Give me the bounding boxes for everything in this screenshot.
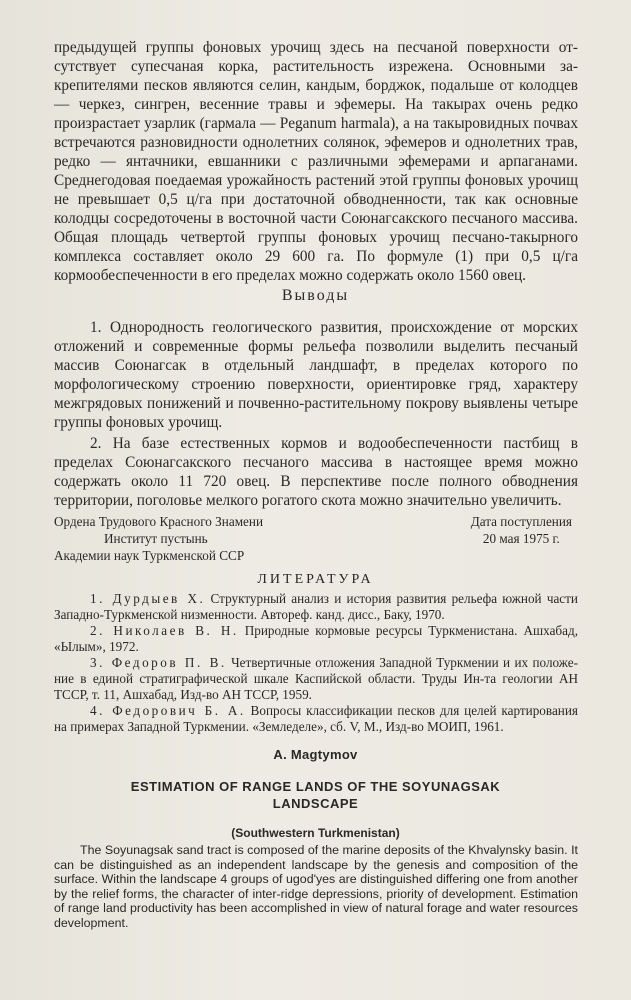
english-title-line: ESTIMATION OF RANGE LANDS OF THE SOYUNAGSAK — [130, 779, 501, 794]
institution-line: Ордена Трудового Красного Знамени — [54, 514, 264, 529]
reference-author: 1. Дурдыев Х. — [90, 591, 206, 606]
references-list — [54, 591, 578, 735]
reference-author: 2. Николаев В. Н. — [90, 623, 239, 638]
references-heading: ЛИТЕРАТУРА — [257, 572, 374, 587]
institution — [54, 513, 263, 564]
reference-text: Четвертичные отложения Западной Туркмении и их положение в единой стратиграфической шкале Каспийской области. Труды Ин-та геологии АН ТССР, т. 11, Ашхабад, Изд-во АН ТССР, 1959. — [54, 655, 578, 702]
reference-item — [54, 703, 578, 735]
reference-item — [54, 591, 578, 623]
english-subtitle: (Southwestern Turkmenistan) — [231, 826, 400, 840]
received-label: Дата поступления — [470, 514, 572, 529]
english-author: A. Magtymov — [273, 747, 358, 762]
reference-author: 3. Федоров П. В. — [90, 655, 227, 670]
received-date-block — [471, 513, 572, 547]
english-abstract-block — [54, 843, 578, 930]
conclusion-item: 1. Однородность геологического развития, происхождение от морских отложений и современные формы рельефа позволили выделить песчаный массив Союнагсак в отдельный ландшафт, в пределах которого по морфологическому строению поверхности, ориентировке гряд, характеру межгрядовых понижений и почвенно-растительному покрову выявлены четыре группы фоновых урочищ. — [54, 319, 578, 431]
reference-item — [54, 655, 578, 703]
intro-paragraph-block — [54, 38, 578, 285]
received-date: 20 мая 1975 г. — [482, 531, 560, 546]
conclusions-list — [54, 318, 578, 510]
conclusions-heading: Выводы — [281, 287, 350, 304]
english-title-line: LANDSCAPE — [272, 796, 359, 811]
intro-paragraph: предыдущей группы фоновых урочищ здесь на песчаной поверхности отсутствует супесчаная корка, растительность изрежена. Основными закрепителями песков являются селин, кандым, борджок, подальше от колодцев — черкез, сингрен, весенние травы и эфемеры. На такырах очень редко произрастает узарлик (гармала — Peganum harmala), а на такыровидных почвах встречаются разновидности однолетних солянок, эфемеров и однолетних трав, редко — янтачники, евшанники с различными эфемерами и арпаганами. Среднегодовая поедаемая урожайность растений этой группы фоновых урочищ не превышает 0,5 ц/га при достаточной обводненности, так как основные колодцы сосредоточены в восточной части Союнагсакского песчаного массива. Общая площадь четвертой группы фоновых урочищ песчано-такырного комплекса составляет около 29 600 га. По формуле (1) при 0,5 ц/га кормообеспеченности в его пределах можно содержать около 1560 овец. — [54, 39, 578, 284]
reference-text: Природные кормовые ресурсы Туркменистана. Ашхабад, «Ылым», 1972. — [54, 623, 578, 654]
reference-text: Вопросы классификации песков для целей картирования на примерах Западной Туркмении. «Земледеле», сб. V, М., Изд-во МОИП, 1961. — [54, 703, 578, 734]
reference-item — [54, 623, 578, 655]
english-abstract: The Soyunagsak sand tract is composed of the marine deposits of the Khvalynsky basin. It can be distinguished as an independent landscape by the genesis and composition of the surface. Within the landscape 4 groups of ugod'yes are distinguished differing one from another by the relief forms, the character of inter-ridge depressions, priority of development. Estimation of range land productivity has been accomplished in view of natural forage and water resources development. — [54, 843, 578, 930]
reference-text: Структурный анализ и история развития рельефа южной части Западно-Туркменской низменности. Автореф. канд. дисс., Баку, 1970. — [54, 591, 578, 622]
institution-line: Академии наук Туркменской ССР — [54, 548, 245, 563]
reference-author: 4. Федорович Б. А. — [90, 703, 246, 718]
english-title — [0, 778, 631, 812]
institution-line: Институт пустынь — [104, 531, 208, 546]
conclusion-item: 2. На базе естественных кормов и водообеспеченности пастбищ в пределах Союнагсакского песчаного массива в настоящее время можно содержать около 11 720 овец. В перспективе после полного обводнения территории, поголовье мелкого рогатого скота можно значительно увеличить. — [54, 435, 578, 509]
